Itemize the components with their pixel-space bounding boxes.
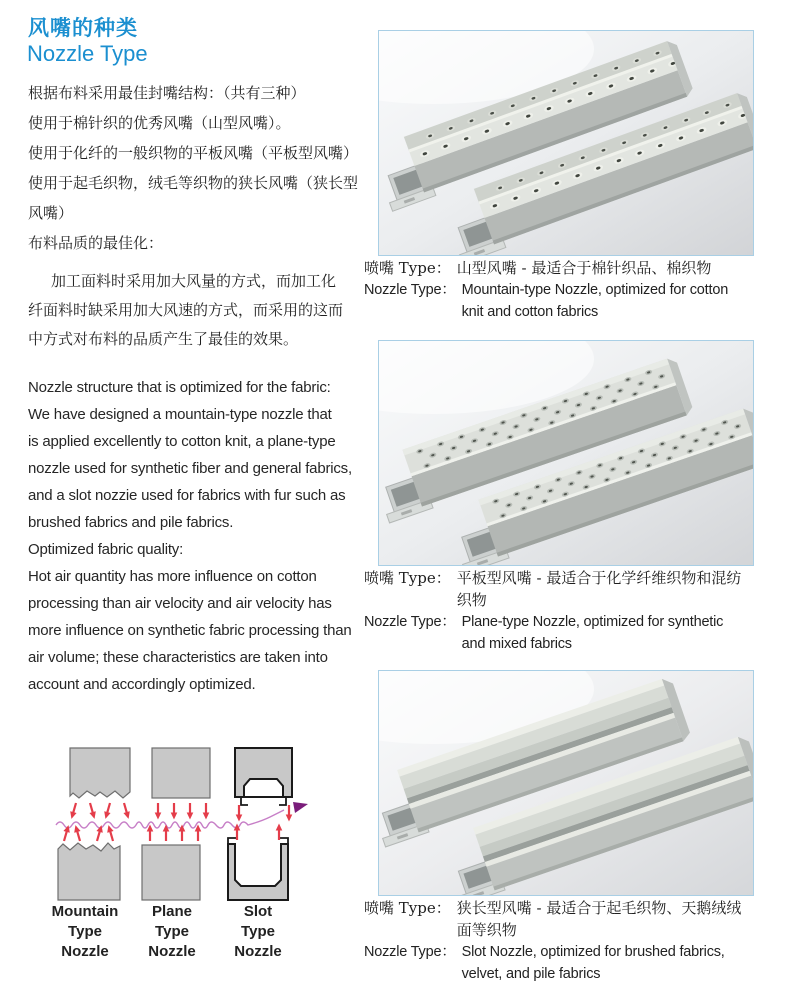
caption-en-label: Nozzle Type： <box>364 614 456 630</box>
plane-nozzle-photo <box>378 340 754 566</box>
fabric-direction-arrowhead <box>293 802 308 813</box>
english-intro <box>28 374 378 698</box>
diagram-label-plane: Plane Type Nozzle <box>148 903 196 960</box>
zh-para-line: 加工面料时采用加大风量的方式，而加工化 <box>51 272 337 290</box>
caption-en-label: Nozzle Type： <box>364 282 456 298</box>
en-intro-line: more influence on synthetic fabric processing than <box>28 622 352 639</box>
en-intro-line: air volume; these characteristics are taken into <box>28 649 328 666</box>
en-intro-line: account and accordingly optimized. <box>28 676 256 693</box>
caption-en-label: Nozzle Type： <box>364 944 456 960</box>
plane-nozzle-photo-svg <box>379 341 753 565</box>
diagram-label-slot: Slot Type Nozzle <box>234 903 282 960</box>
caption-zh-label: 喷嘴 Type： <box>364 569 451 587</box>
zh-intro-line: 风嘴） <box>28 204 74 222</box>
en-intro-line: Optimized fabric quality: <box>28 541 184 558</box>
en-intro-line: is applied excellently to cotton knit, a plane-type <box>28 433 336 450</box>
figure-caption-plane <box>364 567 796 655</box>
zh-para-line: 纤面料时缺采用加大风速的方式，而采用的这而 <box>28 301 344 319</box>
slot-nozzle-photo <box>378 670 754 896</box>
plane-nozzle-diagram <box>142 748 210 900</box>
zh-intro-line: 根据布料采用最佳封嘴结构：（共有三种） <box>28 84 306 102</box>
nozzle-types-diagram <box>0 718 360 904</box>
page-title-zh: 风嘴的种类 <box>28 15 138 40</box>
en-intro-line: Nozzle structure that is optimized for the fabric: <box>28 379 331 396</box>
en-intro-line: brushed fabrics and pile fabrics. <box>28 514 234 531</box>
zh-para-line: 中方式对布料的品质产生了最佳的效果。 <box>28 330 299 348</box>
page-title-en: Nozzle Type <box>27 41 148 66</box>
zh-intro-line: 使用于起毛织物，绒毛等织物的狭长风嘴（狭长型 <box>28 174 359 192</box>
mountain-nozzle-photo <box>378 30 754 256</box>
figure-caption-slot <box>364 897 796 985</box>
zh-intro-line: 使用于化纤的一般织物的平板风嘴（平板型风嘴） <box>28 144 359 162</box>
zh-intro-line: 使用于棉针织的优秀风嘴（山型风嘴）。 <box>28 114 291 132</box>
en-intro-line: nozzle used for synthetic fiber and general fabrics, <box>28 460 352 477</box>
caption-zh-label: 喷嘴 Type： <box>364 899 451 917</box>
caption-en-text: Plane-type Nozzle, optimized for synthetic and mixed fabrics <box>461 614 724 652</box>
figure-caption-mountain <box>364 257 796 323</box>
mountain-nozzle-photo-svg <box>379 31 753 255</box>
caption-zh-text: 平板型风嘴 - 最适合于化学纤维织物和混纺 织物 <box>456 569 742 609</box>
zh-intro-line: 布料品质的最佳化： <box>28 234 164 252</box>
en-intro-line: Hot air quantity has more influence on cotton <box>28 568 317 585</box>
en-intro-line: We have designed a mountain-type nozzle that <box>28 406 332 423</box>
caption-en-text: Slot Nozzle, optimized for brushed fabrics, velvet, and pile fabrics <box>461 944 725 982</box>
caption-en-text: Mountain-type Nozzle, optimized for cotton knit and cotton fabrics <box>461 282 729 320</box>
mountain-nozzle-diagram <box>58 748 130 900</box>
slot-nozzle-diagram <box>228 748 292 900</box>
en-intro-line: and a slot nozzie used for fabrics with fur such as <box>28 487 346 504</box>
diagram-label-mountain: Mountain Type Nozzle <box>51 903 119 960</box>
slot-nozzle-photo-svg <box>379 671 753 895</box>
en-intro-line: processing than air velocity and air velocity has <box>28 595 332 612</box>
caption-zh-label: 喷嘴 Type： <box>364 259 451 277</box>
caption-zh-text: 山型风嘴 - 最适合于棉针织品、棉织物 <box>456 259 712 277</box>
zh-intro-paragraph <box>28 267 376 354</box>
caption-zh-text: 狭长型风嘴 - 最适合于起毛织物、天鹅绒绒 面等织物 <box>456 899 742 939</box>
chinese-intro <box>28 78 376 354</box>
